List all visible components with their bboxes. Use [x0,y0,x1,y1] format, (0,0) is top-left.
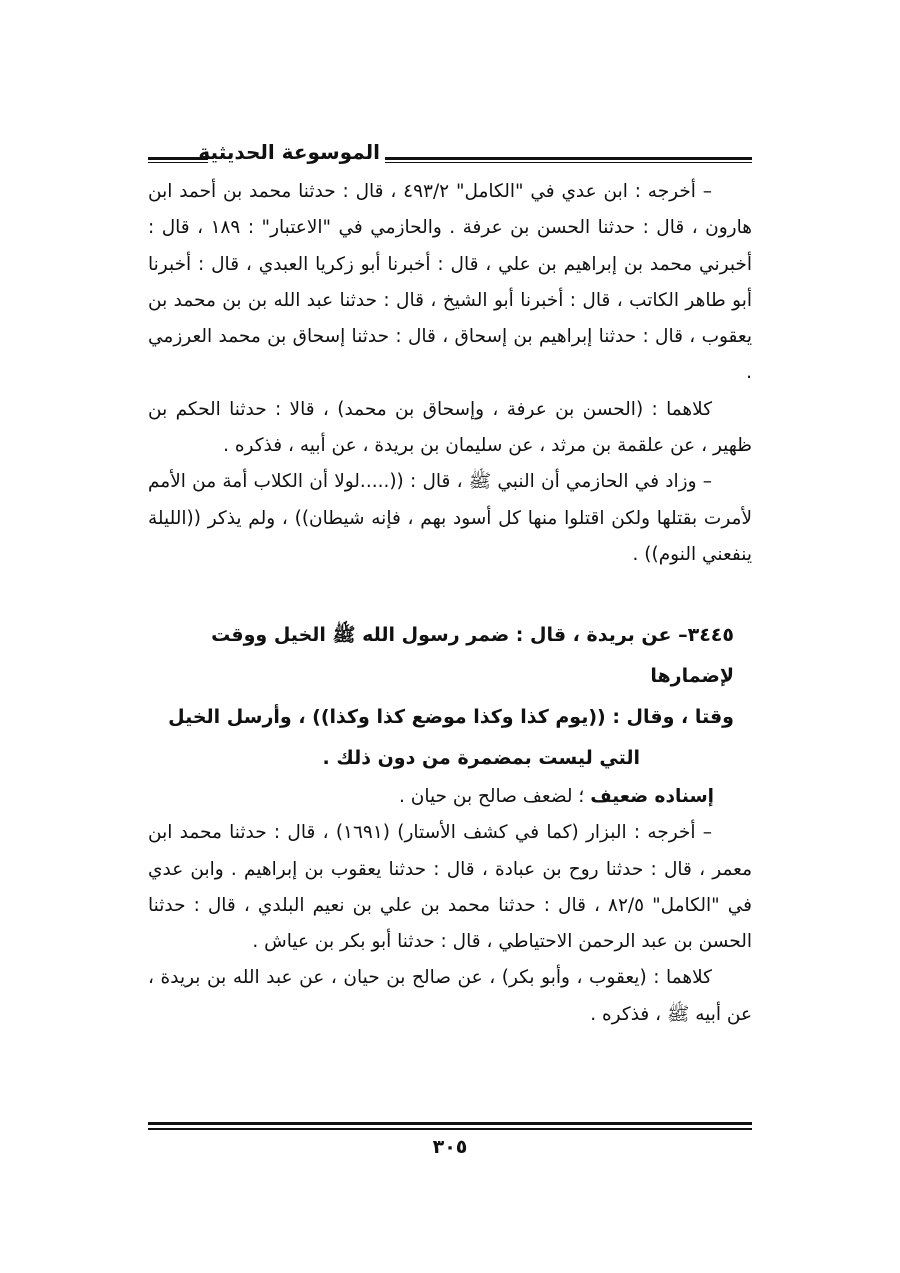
hadith-line-3: التي ليست بمضمرة من دون ذلك . [322,747,640,770]
isnad-reason: ؛ لضعف صالح بن حيان . [398,786,585,808]
section-spacer [148,573,752,615]
page-number: ٣٠٥ [432,1136,468,1158]
hadith-line-1: ٣٤٤٥– عن بريدة ، قال : ضمر رسول الله ﷺ الخيل ووقت لإضمارها [211,624,734,688]
isnad-grading [148,779,752,815]
running-header [148,138,752,172]
takhrij-paragraph-5: كلاهما : (يعقوب ، وأبو بكر) ، عن صالح بن حيان ، عن عبد الله بن بريدة ، عن أبيه ﷺ ، فذكره . [148,967,752,1025]
hadith-text [148,615,752,779]
takhrij-paragraph-1: – أخرجه : ابن عدي في "الكامل" ٤٩٣/٢ ، قال : حدثنا محمد بن أحمد ابن هارون ، قال : حدثنا الحسن بن عرفة . والحازمي في "الاعتبار" : ١٨٩ ، قال : أخبرني محمد بن إبراهيم بن علي ، قال : أخبرنا أبو زكريا العبدي ، قال : أخبرنا أبو طاهر الكاتب ، قال : أخبرنا أبو الشيخ ، قال : حدثنا عبد الله بن بن محمد بن يعقوب ، قال : حدثنا إبراهيم بن إسحاق ، قال : حدثنا إسحاق بن محمد العرزمي . [148,181,752,384]
takhrij-paragraph-4: – أخرجه : البزار (كما في كشف الأستار) (١٦٩١) ، قال : حدثنا محمد ابن معمر ، قال : حدثنا روح بن عبادة ، قال : حدثنا يعقوب بن إبراهيم . وابن عدي في "الكامل" ٨٢/٥ ، قال : حدثنا محمد بن علي بن نعيم البلدي ، قال : حدثنا الحسن بن عبد الرحمن الاحتياطي ، قال : حدثنا أبو بكر بن عياش . [148,822,753,953]
isnad-label: إسناده ضعيف [590,786,714,808]
header-title: الموسوعة الحديثية [198,140,380,164]
takhrij-paragraph-2: كلاهما : (الحسن بن عرفة ، وإسحاق بن محمد) ، قالا : حدثنا الحكم بن ظهير ، عن علقمة بن مرثد ، عن سليمان بن بريدة ، عن أبيه ، فذكره . [148,398,752,457]
header-rule-right [385,157,752,163]
hadith-line-2: وقتا ، وقال : ((يوم كذا وكذا موضع كذا وكذا)) ، وأرسل الخيل [168,706,734,729]
takhrij-paragraph-3: – وزاد في الحازمي أن النبي ﷺ ، قال : ((.....لولا أن الكلاب أمة من الأمم لأمرت بقتلها ولكن اقتلوا منها كل أسود بهم ، فإنه شيطان)) ، ولم يذكر ((الليلة ينفعني النوم)) . [148,471,752,565]
footer-rule [148,1122,752,1130]
page-body [148,174,752,1033]
